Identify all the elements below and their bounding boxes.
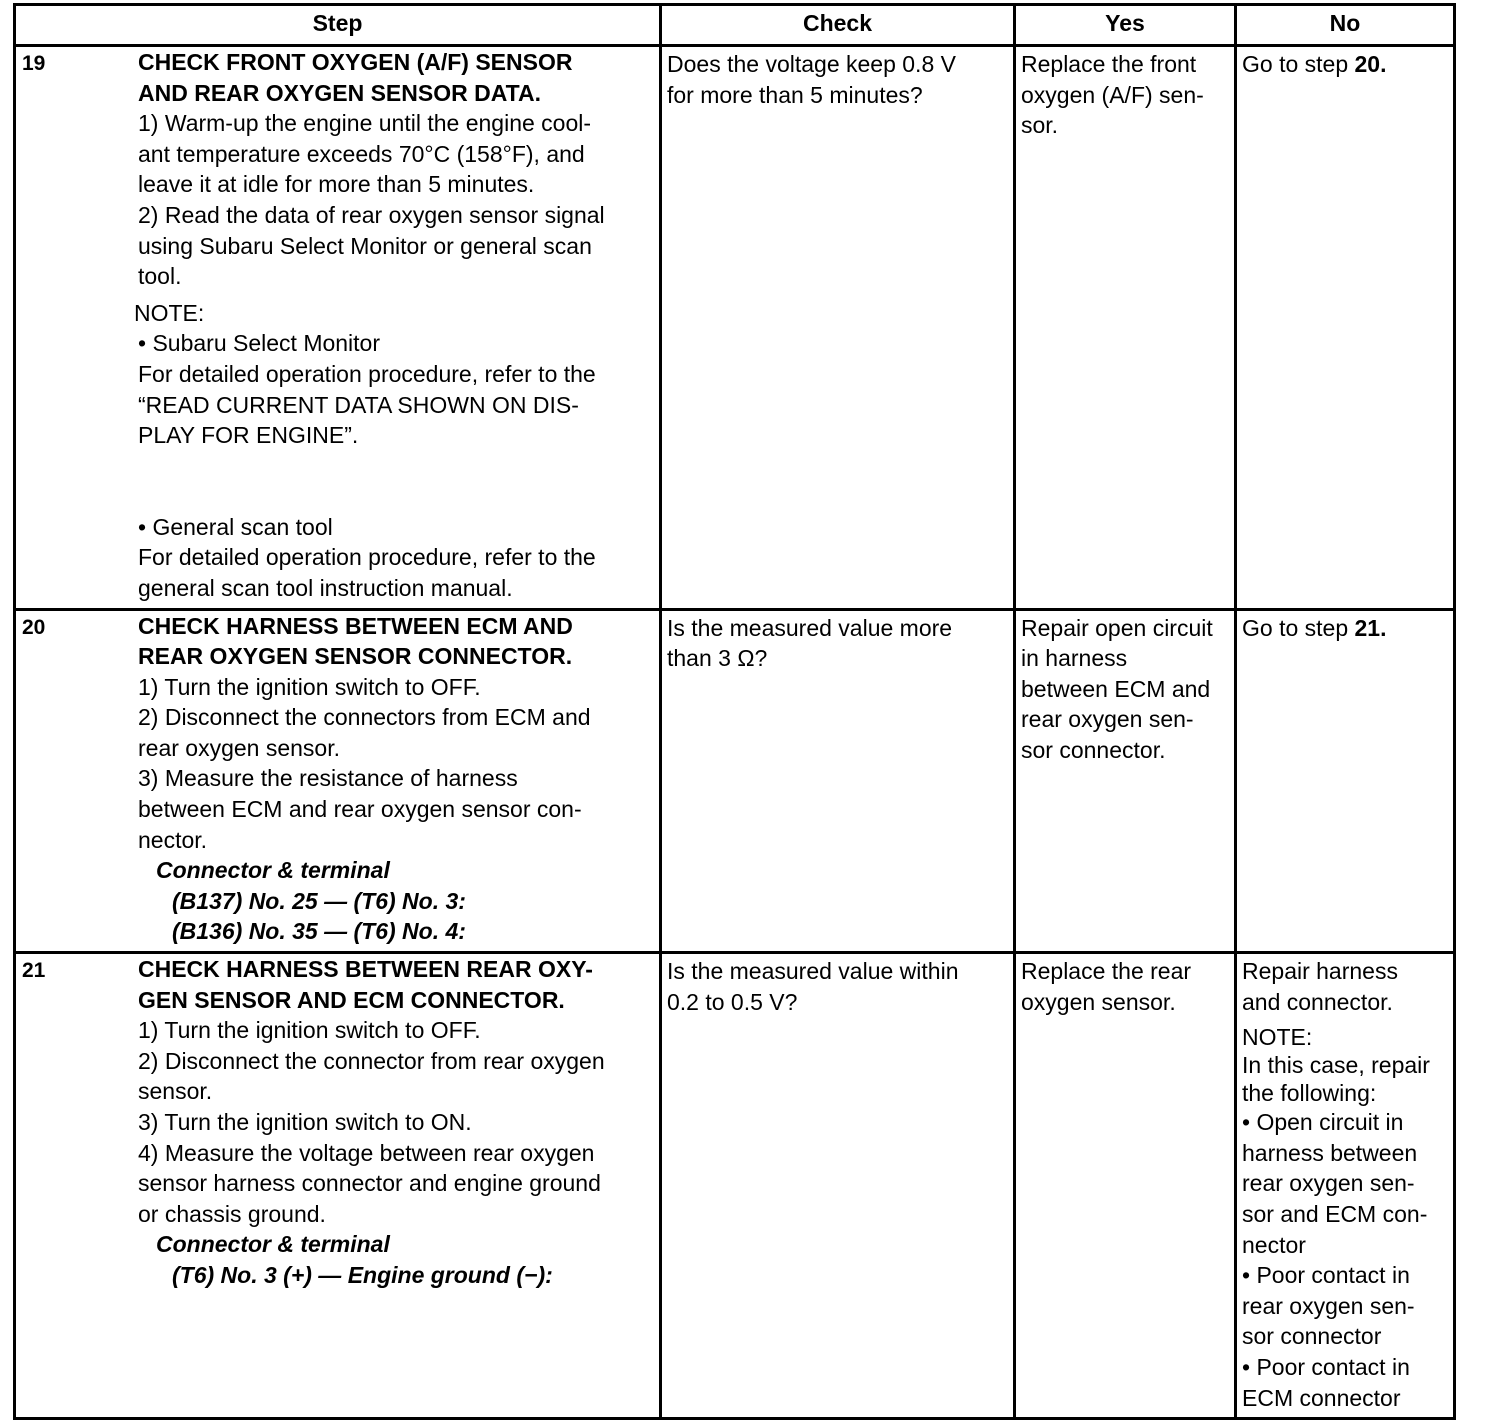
check-text-line: 0.2 to 0.5 V?	[667, 988, 798, 1015]
no-step-link: 21.	[1354, 614, 1387, 641]
step-cell	[15, 46, 661, 610]
step-text-line: 2) Disconnect the connectors from ECM and	[138, 704, 591, 731]
no-text-line: sor connector	[1242, 1323, 1382, 1350]
no-text-line: the following:	[1242, 1080, 1377, 1107]
yes-text-line: in harness	[1021, 645, 1128, 672]
spec-line: (B137) No. 25 — (T6) No. 3:	[172, 887, 466, 914]
step-text-line: 3) Turn the ignition switch to ON.	[138, 1109, 472, 1135]
spec-line: (T6) No. 3 (+) — Engine ground (−):	[172, 1261, 553, 1288]
header-no: No	[1236, 5, 1455, 46]
step-title-line: CHECK HARNESS BETWEEN REAR OXY-	[138, 956, 593, 983]
step-number: 19	[22, 52, 46, 75]
step-text-line: between ECM and rear oxygen sensor con-	[138, 796, 582, 823]
step-text-line: 1) Turn the ignition switch to OFF.	[138, 673, 481, 700]
check-text-line: than 3 Ω?	[667, 645, 768, 672]
note-label: NOTE:	[134, 299, 205, 326]
step-text-line: For detailed operation procedure, refer to the	[138, 360, 596, 387]
step-title-line: CHECK HARNESS BETWEEN ECM AND	[138, 612, 573, 639]
check-text-line: Is the measured value more	[667, 614, 953, 641]
header-step: Step	[15, 5, 661, 46]
table-row-step-20	[15, 609, 1455, 953]
table-row-step-21	[15, 953, 1455, 1419]
no-text-line: • Poor contact in	[1242, 1353, 1410, 1380]
check-cell	[661, 953, 1015, 1419]
step-text-line: • General scan tool	[138, 513, 333, 540]
no-text: Go to step	[1242, 614, 1355, 641]
check-text-line: Does the voltage keep 0.8 V	[667, 51, 956, 77]
no-text-line: and connector.	[1242, 988, 1393, 1015]
no-text-line: harness between	[1242, 1139, 1418, 1166]
no-step-link: 20.	[1354, 51, 1387, 77]
yes-text-line: Replace the front	[1021, 51, 1197, 77]
step-text-line: 1) Turn the ignition switch to OFF.	[138, 1017, 481, 1044]
yes-text-line: Repair open circuit	[1021, 614, 1213, 641]
step-number: 21	[22, 959, 46, 983]
spec-line: (B136) No. 35 — (T6) No. 4:	[172, 918, 466, 945]
check-cell	[661, 609, 1015, 953]
step-title-line: AND REAR OXYGEN SENSOR DATA.	[138, 79, 541, 106]
yes-cell	[1015, 609, 1236, 953]
no-cell	[1236, 953, 1455, 1419]
step-text-line: 2) Read the data of rear oxygen sensor signal	[138, 201, 605, 228]
yes-text-line: sor connector.	[1021, 736, 1166, 763]
spec-label: Connector & terminal	[156, 1231, 390, 1258]
step-text-line: 2) Disconnect the connector from rear oxygen	[138, 1047, 605, 1074]
yes-cell	[1015, 46, 1236, 610]
step-number: 20	[22, 615, 46, 639]
step-title-line: GEN SENSOR AND ECM CONNECTOR.	[138, 986, 565, 1013]
step-text-line: leave it at idle for more than 5 minutes.	[138, 171, 535, 198]
yes-text-line: between ECM and	[1021, 675, 1211, 702]
no-cell	[1236, 609, 1455, 953]
step-body	[138, 611, 659, 952]
step-text-line: ant temperature exceeds 70°C (158°F), and	[138, 140, 585, 167]
check-text-line: for more than 5 minutes?	[667, 81, 923, 108]
step-text-line: rear oxygen sensor.	[138, 734, 341, 761]
step-text-line: For detailed operation procedure, refer to the	[138, 544, 596, 571]
step-text-line: sensor harness connector and engine ground	[138, 1170, 601, 1197]
step-text-line: 1) Warm-up the engine until the engine cool-	[138, 110, 592, 137]
step-cell	[15, 609, 661, 953]
yes-cell	[1015, 953, 1236, 1419]
no-text-line: ECM connector	[1242, 1384, 1401, 1411]
step-title-line: CHECK FRONT OXYGEN (A/F) SENSOR	[138, 49, 573, 75]
check-text-line: Is the measured value within	[667, 958, 959, 985]
yes-text-line: Replace the rear	[1021, 958, 1192, 985]
no-text-line: Repair harness	[1242, 958, 1398, 985]
check-cell	[661, 46, 1015, 610]
header-yes: Yes	[1015, 5, 1236, 46]
step-text-line: “READ CURRENT DATA SHOWN ON DIS-	[138, 391, 579, 418]
step-body	[134, 47, 659, 608]
step-title-line: REAR OXYGEN SENSOR CONNECTOR.	[138, 643, 573, 670]
spec-label: Connector & terminal	[156, 857, 390, 884]
yes-text-line: oxygen (A/F) sen-	[1021, 81, 1204, 108]
no-text-line: sor and ECM con-	[1242, 1201, 1428, 1227]
table-row-step-19	[15, 46, 1455, 610]
no-text-line: • Open circuit in	[1242, 1109, 1404, 1136]
diagnostic-table	[13, 3, 1456, 1420]
step-text-line: using Subaru Select Monitor or general scan	[138, 232, 592, 259]
no-text-line: • Poor contact in	[1242, 1262, 1410, 1289]
no-cell	[1236, 46, 1455, 610]
step-text-line: general scan tool instruction manual.	[138, 574, 513, 601]
yes-text-line: sor.	[1021, 112, 1059, 139]
no-text-line: nector	[1242, 1231, 1306, 1258]
note-label: NOTE:	[1242, 1024, 1313, 1051]
step-text-line: sensor.	[138, 1078, 213, 1105]
no-text: Go to step	[1242, 51, 1355, 77]
step-body	[138, 954, 659, 1295]
step-text-line: 4) Measure the voltage between rear oxygen	[138, 1139, 595, 1166]
no-text-line: In this case, repair	[1242, 1052, 1430, 1079]
step-text-line: nector.	[138, 826, 208, 853]
header-check: Check	[661, 5, 1015, 46]
no-text-line: rear oxygen sen-	[1242, 1170, 1415, 1197]
step-text-line: tool.	[138, 263, 182, 290]
step-text-line: or chassis ground.	[138, 1200, 326, 1227]
step-text-line: • Subaru Select Monitor	[138, 330, 381, 357]
no-text-line: rear oxygen sen-	[1242, 1292, 1415, 1319]
table-header-row	[15, 5, 1455, 46]
yes-text-line: oxygen sensor.	[1021, 988, 1176, 1015]
step-text-line: PLAY FOR ENGINE”.	[138, 422, 359, 449]
step-cell	[15, 953, 661, 1419]
yes-text-line: rear oxygen sen-	[1021, 706, 1194, 733]
step-text-line: 3) Measure the resistance of harness	[138, 765, 518, 792]
